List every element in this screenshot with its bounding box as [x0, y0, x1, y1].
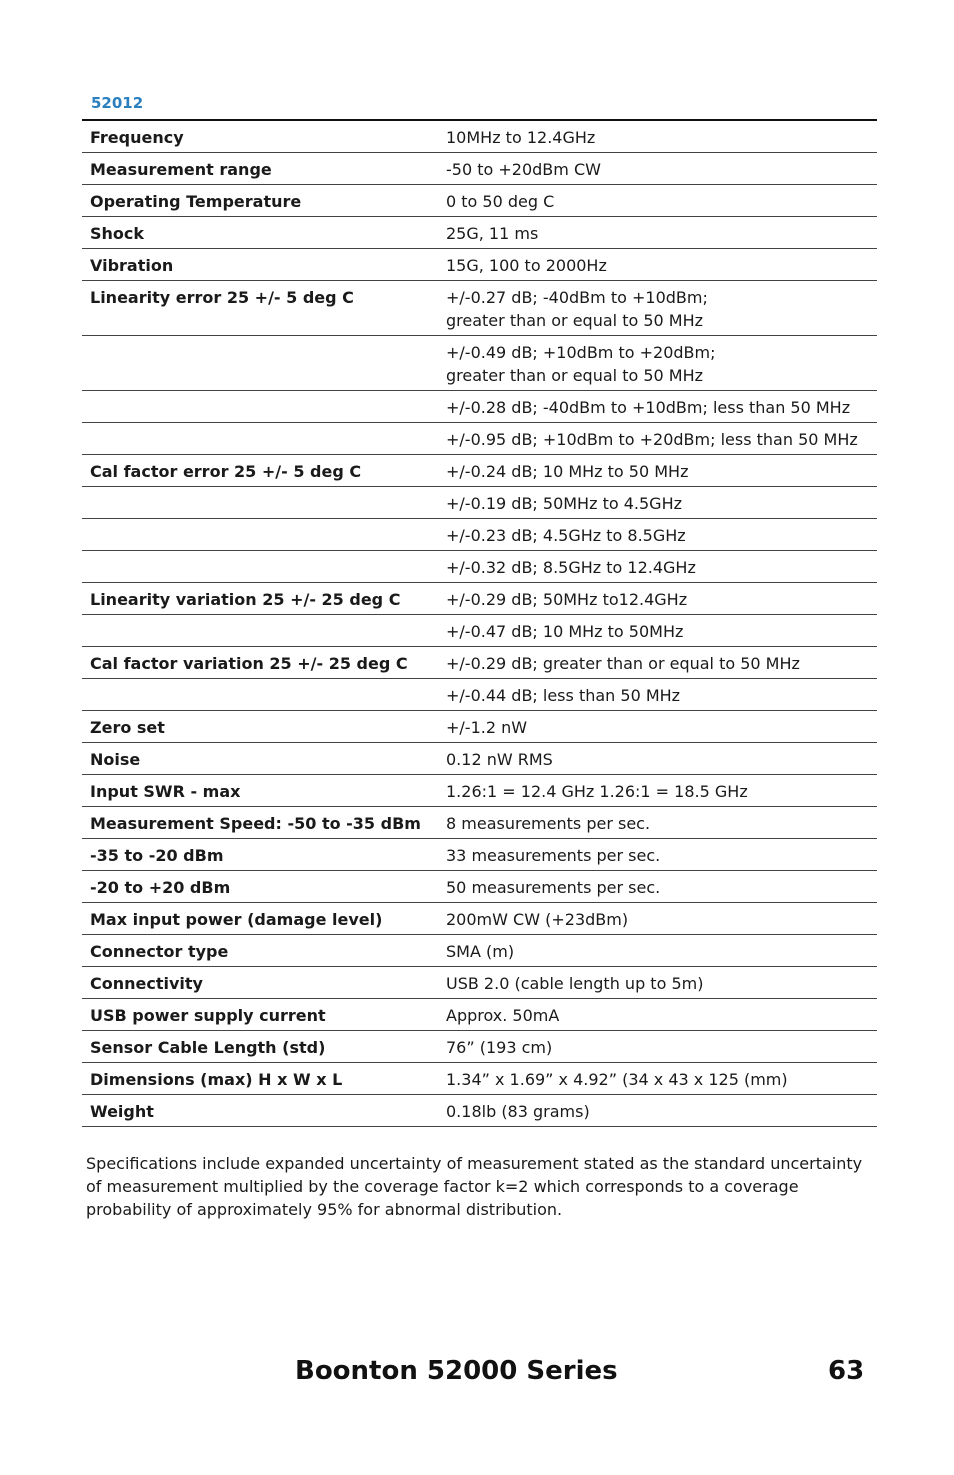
spec-label: Cal factor error 25 +/- 5 deg C — [82, 454, 438, 486]
section-heading-model: 52012 — [91, 94, 144, 112]
spec-label — [82, 422, 438, 454]
spec-row — [82, 518, 877, 550]
spec-row — [82, 870, 877, 902]
spec-row — [82, 335, 877, 390]
spec-label — [82, 486, 438, 518]
spec-row — [82, 184, 877, 216]
spec-row — [82, 1062, 877, 1094]
spec-value: +/-0.44 dB; less than 50 MHz — [438, 678, 877, 710]
spec-label: Frequency — [82, 120, 438, 152]
spec-label: Measurement Speed: -50 to -35 dBm — [82, 806, 438, 838]
spec-row — [82, 582, 877, 614]
spec-label: Noise — [82, 742, 438, 774]
spec-value: 25G, 11 ms — [438, 216, 877, 248]
spec-row — [82, 454, 877, 486]
spec-value: USB 2.0 (cable length up to 5m) — [438, 966, 877, 998]
spec-label — [82, 678, 438, 710]
page-number: 63 — [828, 1356, 865, 1386]
spec-label: Input SWR - max — [82, 774, 438, 806]
spec-label — [82, 335, 438, 390]
spec-row — [82, 966, 877, 998]
spec-label: Weight — [82, 1094, 438, 1126]
spec-label: Connector type — [82, 934, 438, 966]
spec-row — [82, 902, 877, 934]
spec-value: 1.26:1 = 12.4 GHz 1.26:1 = 18.5 GHz — [438, 774, 877, 806]
spec-label: Connectivity — [82, 966, 438, 998]
spec-value: SMA (m) — [438, 934, 877, 966]
spec-row — [82, 280, 877, 335]
specifications-note: Specifications include expanded uncertainty of measurement stated as the standard uncertainty of measurement multiplied by the coverage factor k=2 which corresponds to a coverage probability of approximately 95% for abnormal distribution. — [86, 1154, 863, 1219]
spec-value: 0 to 50 deg C — [438, 184, 877, 216]
spec-row — [82, 120, 877, 152]
spec-row — [82, 998, 877, 1030]
spec-label: Dimensions (max) H x W x L — [82, 1062, 438, 1094]
spec-row — [82, 678, 877, 710]
spec-value: +/-0.32 dB; 8.5GHz to 12.4GHz — [438, 550, 877, 582]
spec-row — [82, 838, 877, 870]
spec-row — [82, 248, 877, 280]
spec-row — [82, 422, 877, 454]
spec-label — [82, 614, 438, 646]
spec-value: +/-0.28 dB; -40dBm to +10dBm; less than 50 MHz — [438, 390, 877, 422]
spec-label — [82, 518, 438, 550]
spec-row — [82, 934, 877, 966]
spec-value: +/-0.29 dB; greater than or equal to 50 MHz — [438, 646, 877, 678]
spec-value: +/-1.2 nW — [438, 710, 877, 742]
spec-value: 76” (193 cm) — [438, 1030, 877, 1062]
spec-value: +/-0.47 dB; 10 MHz to 50MHz — [438, 614, 877, 646]
spec-row — [82, 646, 877, 678]
spec-row — [82, 486, 877, 518]
spec-label: Zero set — [82, 710, 438, 742]
spec-label: Linearity variation 25 +/- 25 deg C — [82, 582, 438, 614]
spec-label: -20 to +20 dBm — [82, 870, 438, 902]
spec-row — [82, 806, 877, 838]
spec-label: Max input power (damage level) — [82, 902, 438, 934]
specifications-table — [82, 119, 877, 1127]
spec-value: +/-0.95 dB; +10dBm to +20dBm; less than 50 MHz — [438, 422, 877, 454]
spec-row — [82, 1030, 877, 1062]
spec-value: -50 to +20dBm CW — [438, 152, 877, 184]
spec-row — [82, 774, 877, 806]
spec-row — [82, 390, 877, 422]
spec-value: 10MHz to 12.4GHz — [438, 120, 877, 152]
spec-label: USB power supply current — [82, 998, 438, 1030]
spec-value: +/-0.23 dB; 4.5GHz to 8.5GHz — [438, 518, 877, 550]
spec-value: 0.12 nW RMS — [438, 742, 877, 774]
spec-row — [82, 1094, 877, 1126]
spec-value: +/-0.27 dB; -40dBm to +10dBm; greater than or equal to 50 MHz — [438, 280, 877, 335]
spec-label: Linearity error 25 +/- 5 deg C — [82, 280, 438, 335]
spec-value: 200mW CW (+23dBm) — [438, 902, 877, 934]
spec-value: +/-0.29 dB; 50MHz to12.4GHz — [438, 582, 877, 614]
spec-label: Shock — [82, 216, 438, 248]
spec-label: Measurement range — [82, 152, 438, 184]
footer-series-title: Boonton 52000 Series — [295, 1356, 618, 1386]
spec-value: +/-0.24 dB; 10 MHz to 50 MHz — [438, 454, 877, 486]
spec-label: Cal factor variation 25 +/- 25 deg C — [82, 646, 438, 678]
spec-value: 50 measurements per sec. — [438, 870, 877, 902]
spec-row — [82, 614, 877, 646]
spec-value: Approx. 50mA — [438, 998, 877, 1030]
spec-label — [82, 390, 438, 422]
spec-value: 8 measurements per sec. — [438, 806, 877, 838]
spec-value: 15G, 100 to 2000Hz — [438, 248, 877, 280]
specifications-table-body — [82, 120, 877, 1126]
spec-row — [82, 216, 877, 248]
spec-label: -35 to -20 dBm — [82, 838, 438, 870]
spec-label: Sensor Cable Length (std) — [82, 1030, 438, 1062]
spec-label: Operating Temperature — [82, 184, 438, 216]
spec-value: 33 measurements per sec. — [438, 838, 877, 870]
spec-row — [82, 550, 877, 582]
spec-value: 0.18lb (83 grams) — [438, 1094, 877, 1126]
spec-label: Vibration — [82, 248, 438, 280]
spec-value: +/-0.19 dB; 50MHz to 4.5GHz — [438, 486, 877, 518]
spec-value: 1.34” x 1.69” x 4.92” (34 x 43 x 125 (mm) — [438, 1062, 877, 1094]
spec-row — [82, 742, 877, 774]
spec-value: +/-0.49 dB; +10dBm to +20dBm; greater than or equal to 50 MHz — [438, 335, 877, 390]
spec-row — [82, 710, 877, 742]
spec-row — [82, 152, 877, 184]
spec-label — [82, 550, 438, 582]
